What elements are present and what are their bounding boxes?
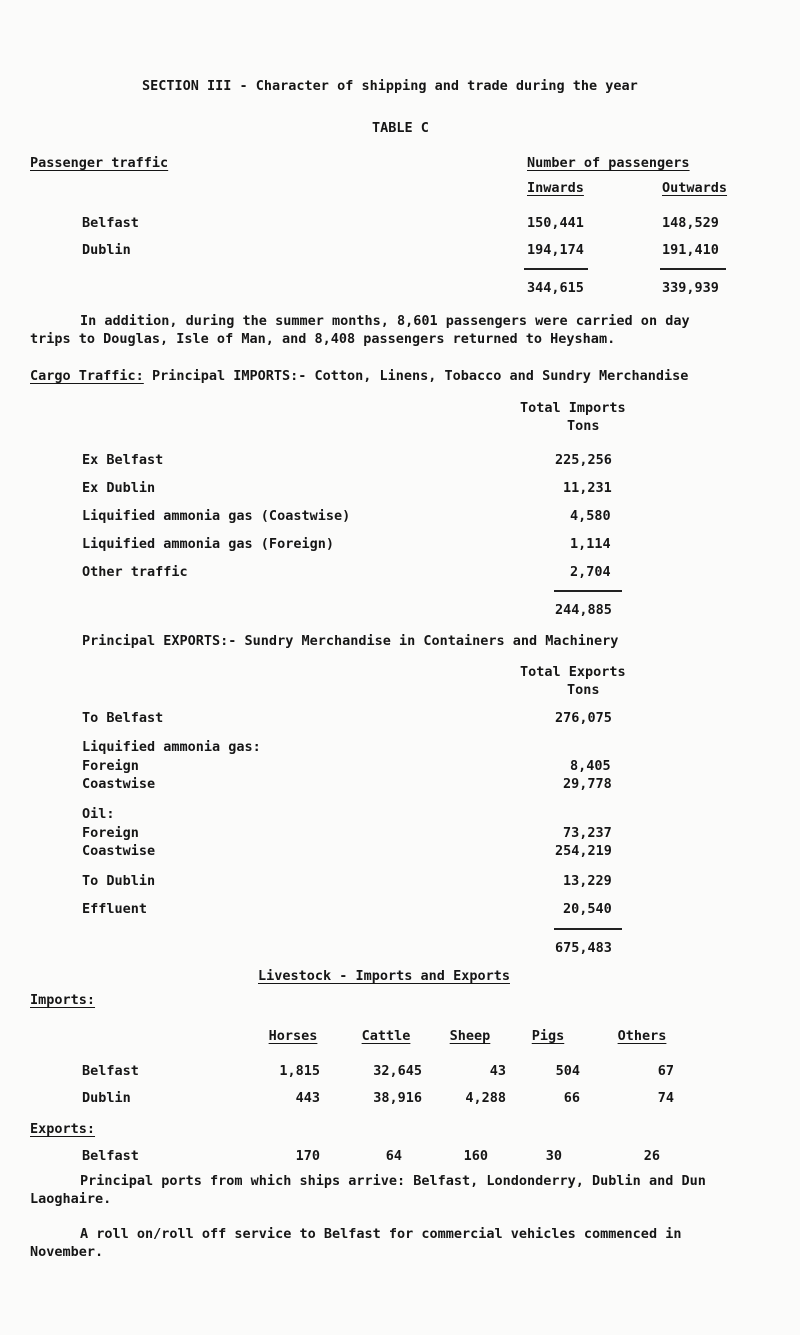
- export-oil-label: Oil:: [82, 806, 115, 822]
- livestock-cell: 504: [555, 1063, 580, 1079]
- roll-on-off-note: A roll on/roll off service to Belfast for commercial vehicles commenced in November.: [30, 1226, 682, 1260]
- passenger-total-inwards: 344,615: [527, 280, 584, 296]
- passenger-total-outwards: 339,939: [662, 280, 719, 296]
- export-effluent-label: Effluent: [82, 901, 148, 917]
- import-row-label: Other traffic: [82, 564, 188, 580]
- livestock-cell: 64: [385, 1148, 402, 1164]
- export-effluent-value: 20,540: [563, 901, 612, 917]
- livestock-cell: 170: [295, 1148, 320, 1164]
- imports-total: 244,885: [555, 602, 612, 618]
- passenger-dublin-outwards: 191,410: [662, 242, 719, 258]
- livestock-cell: 66: [563, 1090, 580, 1106]
- import-row-value: 1,114: [570, 536, 611, 552]
- col-others: Others: [617, 1028, 667, 1044]
- livestock-import-port: Dublin: [82, 1090, 131, 1106]
- export-to-belfast-value: 276,075: [555, 710, 612, 726]
- export-ammonia-foreign-value: 8,405: [570, 758, 611, 774]
- livestock-exports-label: Exports:: [30, 1121, 96, 1137]
- import-row-value: 11,231: [563, 480, 612, 496]
- number-of-passengers-heading: Number of passengers: [527, 155, 690, 171]
- passenger-belfast-inwards: 150,441: [527, 215, 584, 231]
- livestock-cell: 160: [463, 1148, 488, 1164]
- passenger-dublin-inwards: 194,174: [527, 242, 584, 258]
- import-row-value: 2,704: [570, 564, 611, 580]
- outwards-heading: Outwards: [662, 180, 728, 196]
- livestock-import-port: Belfast: [82, 1063, 139, 1079]
- passenger-outwards-total-rule: [660, 268, 726, 270]
- livestock-cell: 74: [657, 1090, 674, 1106]
- inwards-heading: Inwards: [527, 180, 584, 196]
- livestock-cell: 4,288: [465, 1090, 506, 1106]
- imports-total-rule: [554, 590, 622, 592]
- export-to-dublin-value: 13,229: [563, 873, 612, 889]
- export-to-dublin-label: To Dublin: [82, 873, 156, 889]
- col-horses: Horses: [268, 1028, 318, 1044]
- export-oil-coastwise-label: Coastwise: [82, 843, 156, 859]
- total-exports-unit: Tons: [567, 682, 600, 698]
- livestock-heading: Livestock - Imports and Exports: [258, 968, 510, 984]
- livestock-imports-label: Imports:: [30, 992, 96, 1008]
- table-label: TABLE C: [372, 120, 429, 136]
- cargo-heading: Cargo Traffic:: [30, 368, 144, 384]
- livestock-cell: 38,916: [373, 1090, 422, 1106]
- livestock-cell: 443: [295, 1090, 320, 1106]
- col-sheep: Sheep: [449, 1028, 491, 1044]
- total-imports-unit: Tons: [567, 418, 600, 434]
- exports-total: 675,483: [555, 940, 612, 956]
- passenger-note: In addition, during the summer months, 8,601 passengers were carried on day trips to Douglas, Isle of Man, and 8,408 passengers returned to Heysham.: [30, 313, 690, 347]
- passenger-port-belfast: Belfast: [82, 215, 139, 231]
- import-row-value: 225,256: [555, 452, 612, 468]
- total-imports-heading: Total Imports: [520, 400, 626, 416]
- principal-exports: Principal EXPORTS:- Sundry Merchandise in Containers and Machinery: [82, 633, 619, 649]
- import-row-label: Liquified ammonia gas (Coastwise): [82, 508, 351, 524]
- import-row-value: 4,580: [570, 508, 611, 524]
- import-row-label: Liquified ammonia gas (Foreign): [82, 536, 334, 552]
- livestock-cell: 1,815: [279, 1063, 320, 1079]
- export-ammonia-coastwise-value: 29,778: [563, 776, 612, 792]
- livestock-cell: 43: [489, 1063, 506, 1079]
- export-oil-foreign-label: Foreign: [82, 825, 139, 841]
- export-oil-foreign-value: 73,237: [563, 825, 612, 841]
- livestock-cell: 26: [643, 1148, 660, 1164]
- section-title: SECTION III - Character of shipping and trade during the year: [142, 78, 638, 94]
- livestock-cell: 32,645: [373, 1063, 422, 1079]
- passenger-belfast-outwards: 148,529: [662, 215, 719, 231]
- export-to-belfast-label: To Belfast: [82, 710, 164, 726]
- livestock-export-port: Belfast: [82, 1148, 139, 1164]
- col-pigs: Pigs: [531, 1028, 565, 1044]
- livestock-cell: 30: [545, 1148, 562, 1164]
- export-ammonia-label: Liquified ammonia gas:: [82, 739, 261, 755]
- principal-imports: Principal IMPORTS:- Cotton, Linens, Tobacco and Sundry Merchandise: [151, 368, 689, 384]
- passenger-inwards-total-rule: [524, 268, 588, 270]
- export-ammonia-foreign-label: Foreign: [82, 758, 139, 774]
- col-cattle: Cattle: [361, 1028, 411, 1044]
- export-ammonia-coastwise-label: Coastwise: [82, 776, 156, 792]
- exports-total-rule: [554, 928, 622, 930]
- export-oil-coastwise-value: 254,219: [555, 843, 612, 859]
- total-exports-heading: Total Exports: [520, 664, 626, 680]
- principal-ports-note: Principal ports from which ships arrive: Belfast, Londonderry, Dublin and Dun Laoghaire.: [30, 1173, 706, 1207]
- passenger-heading: Passenger traffic: [30, 155, 169, 171]
- passenger-port-dublin: Dublin: [82, 242, 131, 258]
- import-row-label: Ex Belfast: [82, 452, 164, 468]
- import-row-label: Ex Dublin: [82, 480, 156, 496]
- livestock-cell: 67: [657, 1063, 674, 1079]
- cargo-imports-line: [30, 368, 688, 384]
